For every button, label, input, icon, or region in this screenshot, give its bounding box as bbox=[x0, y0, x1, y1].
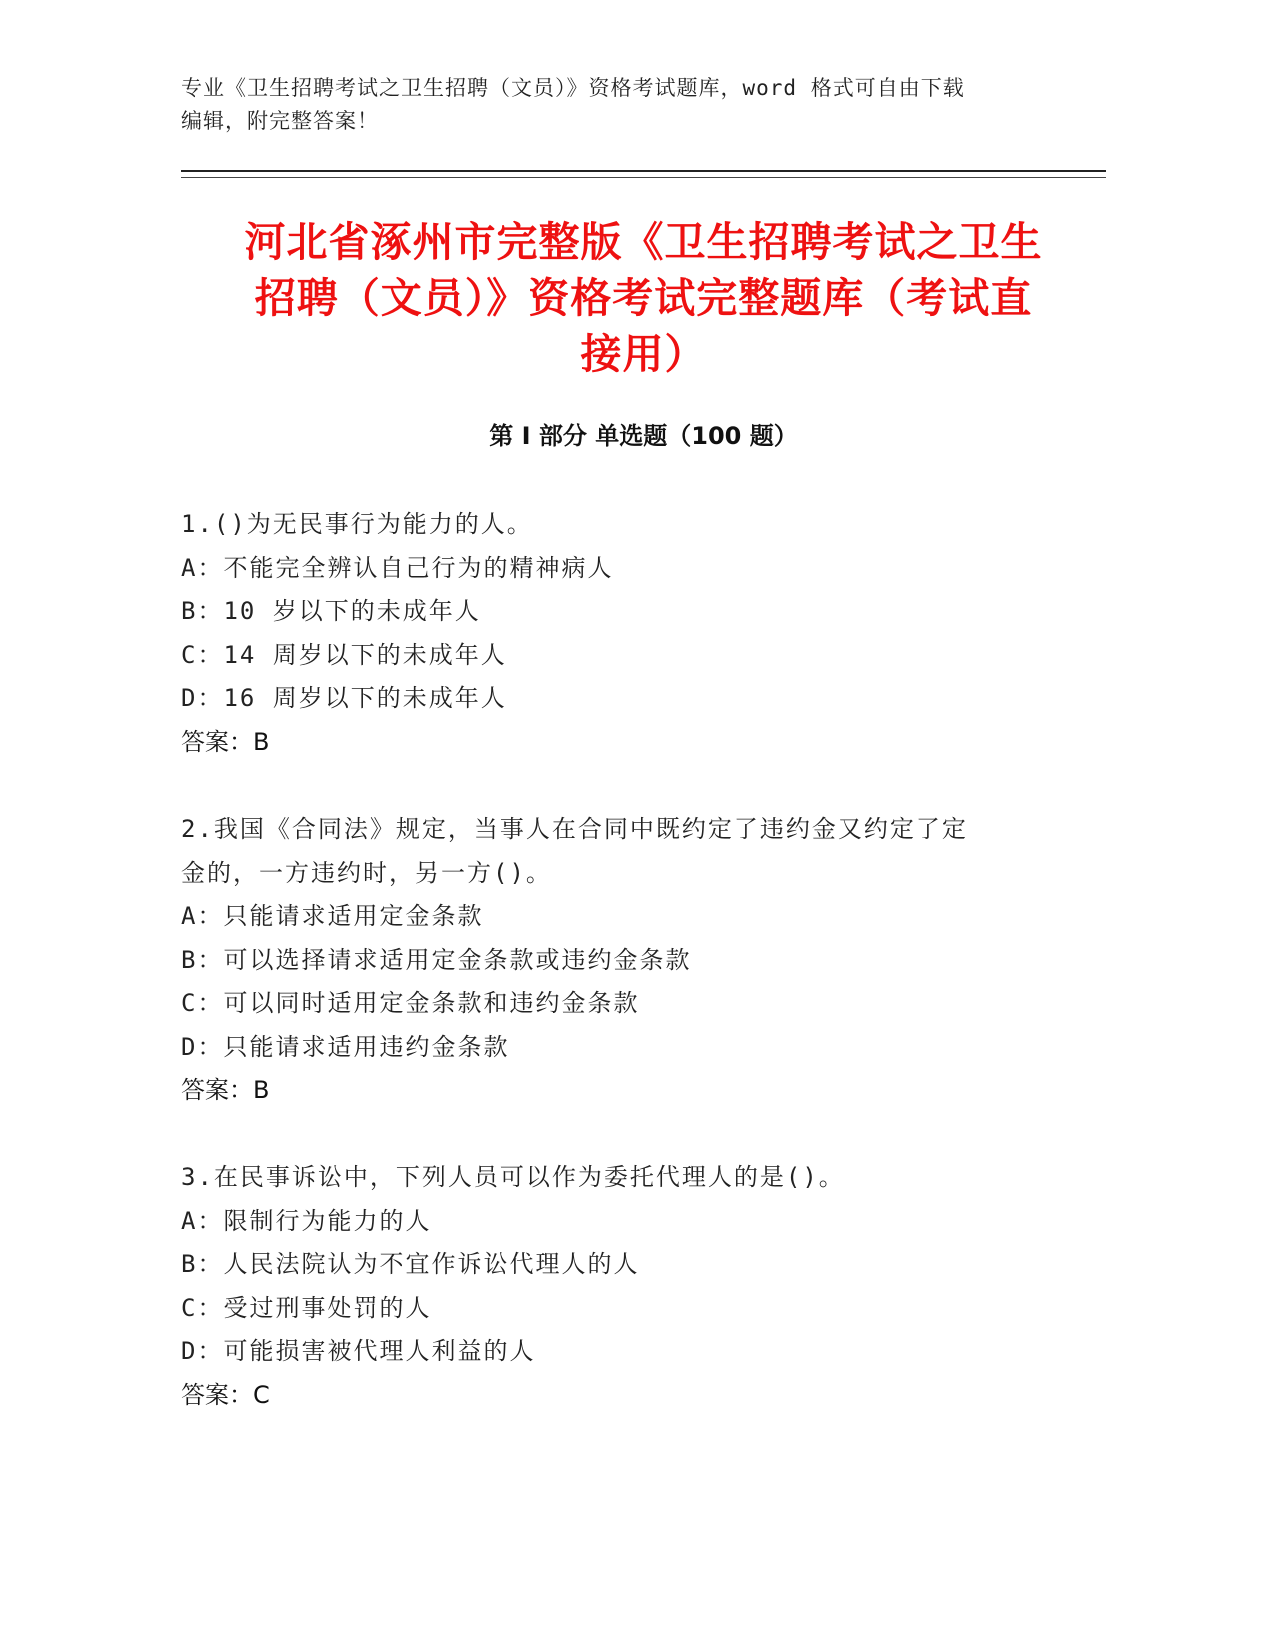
header-note-line-2: 编辑，附完整答案！ bbox=[181, 109, 379, 133]
answer: 答案：B bbox=[181, 727, 270, 756]
question-2 bbox=[181, 808, 1061, 1113]
option-b: B：10 岁以下的未成年人 bbox=[181, 597, 481, 625]
header-note bbox=[181, 72, 1061, 138]
option-a: A：只能请求适用定金条款 bbox=[181, 902, 484, 930]
question-stem: 1.()为无民事行为能力的人。 bbox=[181, 510, 533, 538]
header-divider-thick bbox=[181, 170, 1106, 172]
title-line-3: 接用） bbox=[580, 330, 707, 378]
header-divider-thin bbox=[181, 177, 1106, 178]
option-a: A：不能完全辨认自己行为的精神病人 bbox=[181, 553, 614, 582]
document-title bbox=[181, 214, 1106, 382]
question-stem: 3.在民事诉讼中，下列人员可以作为委托代理人的是()。 bbox=[181, 1163, 845, 1191]
question-stem-line-2: 金的，一方违约时，另一方()。 bbox=[181, 858, 552, 887]
section-heading: 第 I 部分 单选题（100 题） bbox=[489, 422, 798, 450]
option-b: B：人民法院认为不宜作诉讼代理人的人 bbox=[181, 1250, 640, 1278]
question-3 bbox=[181, 1156, 1061, 1417]
question-1 bbox=[181, 503, 1061, 764]
answer: 答案：C bbox=[181, 1380, 270, 1409]
answer: 答案：B bbox=[181, 1076, 270, 1104]
option-c: C：可以同时适用定金条款和违约金条款 bbox=[181, 989, 640, 1017]
option-c: C：受过刑事处罚的人 bbox=[181, 1293, 432, 1322]
option-a: A：限制行为能力的人 bbox=[181, 1206, 432, 1235]
option-d: D：可能损害被代理人利益的人 bbox=[181, 1337, 536, 1365]
question-stem-line-1: 2.我国《合同法》规定，当事人在合同中既约定了违约金又约定了定 bbox=[181, 815, 968, 843]
option-d: D：16 周岁以下的未成年人 bbox=[181, 684, 507, 712]
option-c: C：14 周岁以下的未成年人 bbox=[181, 640, 507, 669]
option-d: D：只能请求适用违约金条款 bbox=[181, 1032, 510, 1061]
option-b: B：可以选择请求适用定金条款或违约金条款 bbox=[181, 945, 692, 974]
title-line-2: 招聘（文员）》资格考试完整题库（考试直 bbox=[254, 274, 1033, 322]
title-line-1: 河北省涿州市完整版《卫生招聘考试之卫生 bbox=[244, 218, 1043, 266]
header-note-line-1: 专业《卫生招聘考试之卫生招聘（文员）》资格考试题库，word 格式可自由下载 bbox=[181, 76, 965, 100]
